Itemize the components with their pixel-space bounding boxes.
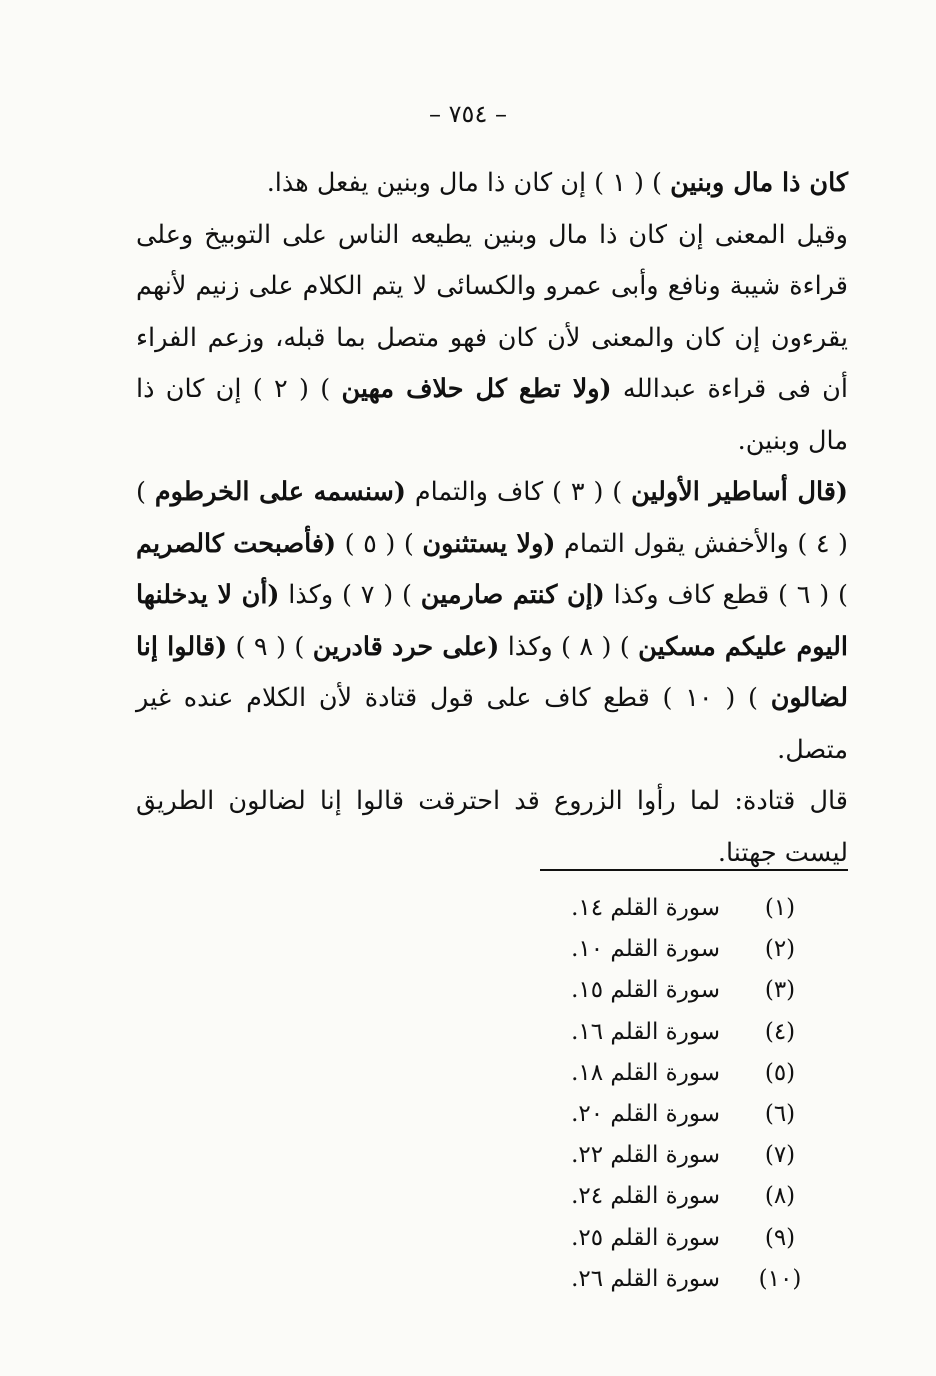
footnote [520, 929, 840, 970]
footnotes [520, 888, 840, 1300]
footnote-number: (٨) [764, 1183, 796, 1210]
footnote [520, 1218, 840, 1259]
footnote-number: (٦) [764, 1100, 796, 1127]
text-run: ) ( ١ ) إن كان ذا مال وبنين يفعل هذا. [266, 168, 671, 198]
footnote-number: (١) [764, 895, 796, 921]
quran-quote: (على حرد قادرين [312, 631, 500, 662]
footnote-number: (٩) [764, 1224, 796, 1251]
quran-quote: (فأصبحت كالصريم [136, 528, 337, 559]
quran-quote: كان ذا مال وبنين [670, 168, 848, 198]
footnote [520, 1094, 840, 1135]
quran-quote: (أن لا يدخلنها اليوم عليكم مسكين [136, 580, 848, 662]
footnote-text: سورة القلم ٢٤. [571, 1183, 720, 1210]
footnote-number: (٢) [764, 936, 796, 963]
footnote-text: سورة القلم ٢٢. [571, 1142, 720, 1169]
quran-quote: (ولا تطع كل حلاف مهين [341, 374, 612, 404]
paragraph [136, 158, 848, 210]
text-run: ) ( ٣ ) كاف والتمام [405, 477, 632, 507]
footnote [520, 1053, 840, 1094]
footnote-number: (٣) [764, 977, 796, 1004]
body-text [136, 158, 848, 879]
quran-quote: (سنسمه على الخرطوم [154, 477, 406, 507]
footnote-text: سورة القلم ٢٠. [571, 1100, 720, 1127]
text-run: قال قتادة: لما رأوا الزروع قد احترقت قالوا إنا لضالون الطريق ليست جهتنا. [136, 786, 848, 868]
footnote-number: (٧) [764, 1142, 796, 1169]
text-run: ) ( ٦ ) قطع كاف وكذا [604, 580, 848, 610]
footnote [520, 1135, 840, 1176]
footnote-number: (٥) [764, 1059, 796, 1086]
footnote-text: سورة القلم ١٨. [571, 1059, 720, 1086]
text-run: ) ( ٢ ) إن كان ذا مال وبنين. [136, 374, 848, 456]
footnote [520, 1012, 840, 1053]
text-run: وقيل المعنى إن كان ذا مال وبنين يطيعه الناس على التوبيخ وعلى قراءة شيبة ونافع وأبى عمرو والكسائى لا يتم الكلام على زنيم لأنهم يقرءون إن كان والمعنى لأن كان فهو متصل بما قبله، وزعم الفراء أن فى قراءة عبدالله [136, 219, 848, 404]
text-run: ) ( ٤ ) والأخفش يقول التمام [136, 477, 849, 559]
footnote-text: سورة القلم ١٤. [571, 895, 720, 921]
text-run: ) ( ٧ ) وكذا [279, 580, 421, 610]
text-run: ) ( ٩ ) [227, 631, 313, 662]
footnote-divider [540, 869, 848, 871]
footnote-number: (٤) [764, 1018, 796, 1045]
footnote [520, 1176, 840, 1217]
footnote-text: سورة القلم ١٦. [571, 1018, 720, 1045]
footnote-text: سورة القلم ١٠. [571, 936, 720, 963]
paragraph [136, 467, 848, 776]
quran-quote: (ولا يستثنون [422, 528, 556, 559]
footnote [520, 970, 840, 1011]
footnote-text: سورة القلم ١٥. [571, 977, 720, 1004]
quran-quote: (إن كنتم صارمين [420, 580, 605, 610]
footnote-text: سورة القلم ٢٥. [571, 1224, 720, 1251]
text-run: ) ( ١٠ ) قطع كاف على قول قتادة لأن الكلام عنده غير متصل. [136, 683, 848, 765]
text-run: ) ( ٨ ) وكذا [499, 631, 639, 662]
footnote-text: سورة القلم ٢٦. [571, 1265, 720, 1292]
quran-quote: (قال أساطير الأولين [631, 477, 849, 507]
page-number: – ٧٥٤ – [429, 100, 507, 128]
footnote [520, 888, 840, 929]
paragraph [136, 776, 848, 879]
quran-quote: (قالوا إنا لضالون [136, 631, 849, 713]
footnote-number: (١٠) [758, 1265, 802, 1292]
footnote [520, 1259, 840, 1300]
text-run: ) ( ٥ ) [336, 528, 423, 559]
paragraph [136, 210, 848, 468]
